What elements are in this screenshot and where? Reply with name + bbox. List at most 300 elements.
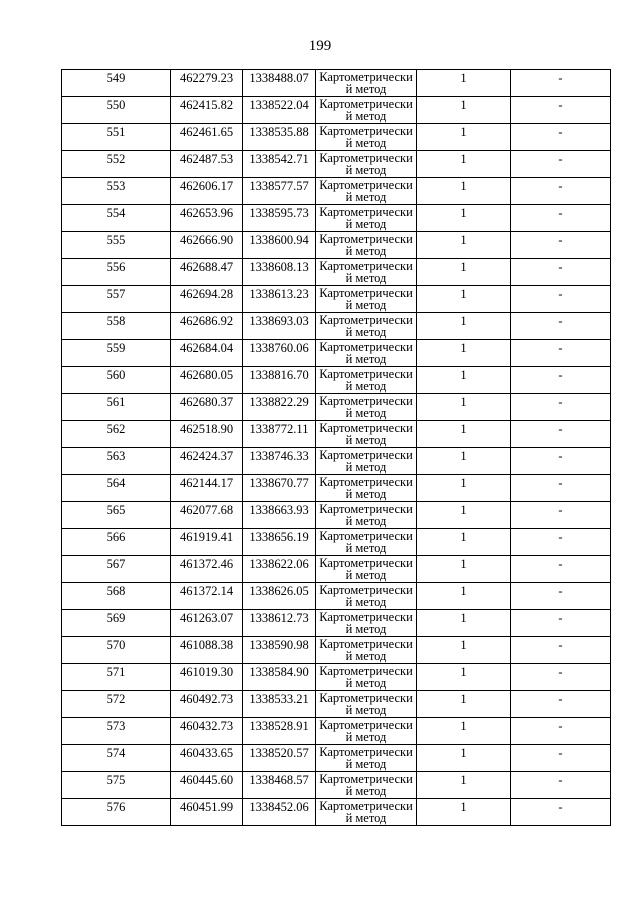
point-number-cell <box>62 340 171 367</box>
point-number-cell-text: 549 <box>106 71 126 85</box>
point-number-cell-text: 550 <box>106 98 126 112</box>
method-cell-text: Картометрический метод <box>319 313 413 339</box>
y-coordinate-cell <box>243 637 316 664</box>
count-cell-text: 1 <box>460 638 467 652</box>
x-coordinate-cell-text: 462686.92 <box>179 314 234 328</box>
method-cell-text: Картометрический метод <box>319 70 413 96</box>
y-coordinate-cell-text: 1338522.04 <box>249 98 309 112</box>
x-coordinate-cell <box>171 664 243 691</box>
y-coordinate-cell-text: 1338670.77 <box>249 476 309 490</box>
y-coordinate-cell <box>243 664 316 691</box>
x-coordinate-cell <box>171 772 243 799</box>
x-coordinate-cell-text: 462518.90 <box>179 422 234 436</box>
note-cell-text: - <box>558 746 563 760</box>
x-coordinate-cell <box>171 448 243 475</box>
x-coordinate-cell-text: 462666.90 <box>179 233 234 247</box>
y-coordinate-cell <box>243 745 316 772</box>
note-cell <box>511 232 611 259</box>
point-number-cell-text: 572 <box>106 692 126 706</box>
note-cell-text: - <box>558 233 563 247</box>
count-cell-text: 1 <box>460 692 467 706</box>
note-cell-text: - <box>558 341 563 355</box>
count-cell-text: 1 <box>460 557 467 571</box>
point-number-cell <box>62 799 171 826</box>
method-cell <box>316 718 417 745</box>
y-coordinate-cell-text: 1338468.57 <box>249 773 309 787</box>
y-coordinate-cell <box>243 475 316 502</box>
count-cell-text: 1 <box>460 665 467 679</box>
y-coordinate-cell-text: 1338584.90 <box>249 665 309 679</box>
y-coordinate-cell-text: 1338822.29 <box>249 395 309 409</box>
x-coordinate-cell <box>171 583 243 610</box>
y-coordinate-cell-text: 1338816.70 <box>249 368 309 382</box>
count-cell-text: 1 <box>460 395 467 409</box>
point-number-cell <box>62 691 171 718</box>
y-coordinate-cell-text: 1338595.73 <box>249 206 309 220</box>
y-coordinate-cell-text: 1338613.23 <box>249 287 309 301</box>
point-number-cell <box>62 232 171 259</box>
method-cell <box>316 799 417 826</box>
note-cell-text: - <box>558 665 563 679</box>
table-row <box>62 556 611 583</box>
y-coordinate-cell <box>243 97 316 124</box>
method-cell <box>316 367 417 394</box>
y-coordinate-cell-text: 1338612.73 <box>249 611 309 625</box>
note-cell <box>511 610 611 637</box>
x-coordinate-cell <box>171 502 243 529</box>
method-cell <box>316 610 417 637</box>
point-number-cell <box>62 637 171 664</box>
x-coordinate-cell <box>171 340 243 367</box>
count-cell-text: 1 <box>460 773 467 787</box>
count-cell-text: 1 <box>460 233 467 247</box>
count-cell-text: 1 <box>460 206 467 220</box>
count-cell-text: 1 <box>460 179 467 193</box>
coordinates-table-body <box>62 70 611 826</box>
count-cell <box>417 259 511 286</box>
method-cell <box>316 286 417 313</box>
count-cell-text: 1 <box>460 125 467 139</box>
x-coordinate-cell <box>171 556 243 583</box>
method-cell-text: Картометрический метод <box>319 421 413 447</box>
table-row <box>62 745 611 772</box>
note-cell-text: - <box>558 503 563 517</box>
x-coordinate-cell-text: 461088.38 <box>179 638 234 652</box>
method-cell-text: Картометрический метод <box>319 664 413 690</box>
count-cell <box>417 70 511 97</box>
note-cell <box>511 97 611 124</box>
count-cell-text: 1 <box>460 368 467 382</box>
count-cell-text: 1 <box>460 314 467 328</box>
count-cell-text: 1 <box>460 530 467 544</box>
method-cell <box>316 70 417 97</box>
x-coordinate-cell <box>171 799 243 826</box>
y-coordinate-cell-text: 1338488.07 <box>249 71 309 85</box>
x-coordinate-cell <box>171 178 243 205</box>
point-number-cell <box>62 475 171 502</box>
count-cell-text: 1 <box>460 341 467 355</box>
y-coordinate-cell-text: 1338663.93 <box>249 503 309 517</box>
note-cell-text: - <box>558 260 563 274</box>
count-cell <box>417 205 511 232</box>
note-cell <box>511 799 611 826</box>
count-cell-text: 1 <box>460 611 467 625</box>
x-coordinate-cell-text: 462653.96 <box>179 206 234 220</box>
y-coordinate-cell <box>243 556 316 583</box>
table-row <box>62 97 611 124</box>
x-coordinate-cell <box>171 205 243 232</box>
point-number-cell <box>62 367 171 394</box>
count-cell <box>417 691 511 718</box>
method-cell-text: Картометрический метод <box>319 178 413 204</box>
table-row <box>62 367 611 394</box>
count-cell <box>417 97 511 124</box>
y-coordinate-cell-text: 1338622.06 <box>249 557 309 571</box>
note-cell-text: - <box>558 557 563 571</box>
method-cell <box>316 583 417 610</box>
table-row <box>62 340 611 367</box>
method-cell <box>316 97 417 124</box>
point-number-cell <box>62 556 171 583</box>
method-cell <box>316 178 417 205</box>
method-cell-text: Картометрический метод <box>319 394 413 420</box>
y-coordinate-cell-text: 1338577.57 <box>249 179 309 193</box>
method-cell <box>316 340 417 367</box>
table-row <box>62 286 611 313</box>
x-coordinate-cell-text: 461372.14 <box>179 584 234 598</box>
point-number-cell <box>62 70 171 97</box>
y-coordinate-cell <box>243 151 316 178</box>
point-number-cell-text: 562 <box>106 422 126 436</box>
x-coordinate-cell <box>171 70 243 97</box>
method-cell <box>316 394 417 421</box>
point-number-cell <box>62 124 171 151</box>
point-number-cell <box>62 259 171 286</box>
table-row <box>62 799 611 826</box>
method-cell-text: Картометрический метод <box>319 610 413 636</box>
method-cell-text: Картометрический метод <box>319 502 413 528</box>
x-coordinate-cell-text: 462487.53 <box>179 152 234 166</box>
y-coordinate-cell <box>243 529 316 556</box>
y-coordinate-cell-text: 1338520.57 <box>249 746 309 760</box>
count-cell-text: 1 <box>460 287 467 301</box>
count-cell-text: 1 <box>460 449 467 463</box>
note-cell-text: - <box>558 638 563 652</box>
y-coordinate-cell <box>243 286 316 313</box>
method-cell-text: Картометрический метод <box>319 205 413 231</box>
y-coordinate-cell <box>243 610 316 637</box>
method-cell-text: Картометрический метод <box>319 772 413 798</box>
y-coordinate-cell <box>243 772 316 799</box>
y-coordinate-cell <box>243 448 316 475</box>
x-coordinate-cell-text: 462279.23 <box>179 71 234 85</box>
point-number-cell-text: 554 <box>106 206 126 220</box>
method-cell-text: Картометрический метод <box>319 232 413 258</box>
x-coordinate-cell-text: 462680.37 <box>179 395 234 409</box>
point-number-cell-text: 564 <box>106 476 126 490</box>
y-coordinate-cell <box>243 394 316 421</box>
y-coordinate-cell <box>243 178 316 205</box>
note-cell <box>511 259 611 286</box>
count-cell <box>417 394 511 421</box>
note-cell <box>511 529 611 556</box>
method-cell <box>316 151 417 178</box>
table-row <box>62 772 611 799</box>
count-cell <box>417 178 511 205</box>
note-cell <box>511 286 611 313</box>
x-coordinate-cell <box>171 394 243 421</box>
note-cell <box>511 556 611 583</box>
count-cell <box>417 610 511 637</box>
point-number-cell-text: 575 <box>106 773 126 787</box>
page-number: 199 <box>308 38 332 54</box>
point-number-cell <box>62 151 171 178</box>
note-cell-text: - <box>558 71 563 85</box>
count-cell <box>417 799 511 826</box>
method-cell-text: Картометрический метод <box>319 745 413 771</box>
count-cell-text: 1 <box>460 503 467 517</box>
count-cell <box>417 151 511 178</box>
point-number-cell <box>62 421 171 448</box>
count-cell <box>417 718 511 745</box>
table-row <box>62 529 611 556</box>
point-number-cell <box>62 583 171 610</box>
point-number-cell-text: 567 <box>106 557 126 571</box>
method-cell <box>316 745 417 772</box>
point-number-cell-text: 552 <box>106 152 126 166</box>
point-number-cell <box>62 205 171 232</box>
count-cell-text: 1 <box>460 800 467 814</box>
table-row <box>62 259 611 286</box>
table-row <box>62 421 611 448</box>
note-cell-text: - <box>558 125 563 139</box>
x-coordinate-cell <box>171 151 243 178</box>
method-cell <box>316 691 417 718</box>
x-coordinate-cell <box>171 637 243 664</box>
note-cell <box>511 745 611 772</box>
y-coordinate-cell-text: 1338608.13 <box>249 260 309 274</box>
point-number-cell-text: 559 <box>106 341 126 355</box>
note-cell-text: - <box>558 800 563 814</box>
method-cell-text: Картометрический метод <box>319 799 413 825</box>
x-coordinate-cell <box>171 718 243 745</box>
count-cell <box>417 745 511 772</box>
note-cell <box>511 772 611 799</box>
method-cell-text: Картометрический метод <box>319 691 413 717</box>
note-cell <box>511 178 611 205</box>
method-cell-text: Картометрический метод <box>319 97 413 123</box>
method-cell-text: Картометрический метод <box>319 529 413 555</box>
point-number-cell-text: 566 <box>106 530 126 544</box>
point-number-cell-text: 576 <box>106 800 126 814</box>
y-coordinate-cell-text: 1338656.19 <box>249 530 309 544</box>
method-cell <box>316 637 417 664</box>
point-number-cell-text: 558 <box>106 314 126 328</box>
note-cell <box>511 394 611 421</box>
method-cell-text: Картометрический метод <box>319 448 413 474</box>
point-number-cell-text: 565 <box>106 503 126 517</box>
y-coordinate-cell <box>243 367 316 394</box>
method-cell-text: Картометрический метод <box>319 259 413 285</box>
note-cell-text: - <box>558 368 563 382</box>
y-coordinate-cell <box>243 502 316 529</box>
y-coordinate-cell-text: 1338533.21 <box>249 692 309 706</box>
note-cell <box>511 691 611 718</box>
table-row <box>62 313 611 340</box>
x-coordinate-cell-text: 460492.73 <box>179 692 234 706</box>
method-cell-text: Картометрический метод <box>319 151 413 177</box>
count-cell <box>417 772 511 799</box>
x-coordinate-cell <box>171 97 243 124</box>
method-cell-text: Картометрический метод <box>319 367 413 393</box>
count-cell <box>417 313 511 340</box>
method-cell <box>316 124 417 151</box>
note-cell-text: - <box>558 773 563 787</box>
table-row <box>62 394 611 421</box>
y-coordinate-cell <box>243 124 316 151</box>
point-number-cell-text: 555 <box>106 233 126 247</box>
method-cell <box>316 259 417 286</box>
x-coordinate-cell-text: 462684.04 <box>179 341 234 355</box>
point-number-cell <box>62 664 171 691</box>
method-cell-text: Картометрический метод <box>319 718 413 744</box>
y-coordinate-cell <box>243 313 316 340</box>
table-row <box>62 232 611 259</box>
table-row <box>62 205 611 232</box>
note-cell <box>511 475 611 502</box>
point-number-cell-text: 561 <box>106 395 126 409</box>
note-cell-text: - <box>558 152 563 166</box>
x-coordinate-cell-text: 462424.37 <box>179 449 234 463</box>
method-cell-text: Картометрический метод <box>319 583 413 609</box>
y-coordinate-cell <box>243 691 316 718</box>
point-number-cell <box>62 97 171 124</box>
table-row <box>62 124 611 151</box>
point-number-cell-text: 571 <box>106 665 126 679</box>
method-cell <box>316 448 417 475</box>
point-number-cell-text: 556 <box>106 260 126 274</box>
note-cell-text: - <box>558 179 563 193</box>
count-cell <box>417 475 511 502</box>
y-coordinate-cell-text: 1338542.71 <box>249 152 309 166</box>
table-row <box>62 583 611 610</box>
count-cell <box>417 664 511 691</box>
y-coordinate-cell <box>243 421 316 448</box>
y-coordinate-cell-text: 1338626.05 <box>249 584 309 598</box>
method-cell-text: Картометрический метод <box>319 637 413 663</box>
x-coordinate-cell-text: 460433.65 <box>179 746 234 760</box>
x-coordinate-cell-text: 462415.82 <box>179 98 234 112</box>
count-cell-text: 1 <box>460 422 467 436</box>
note-cell-text: - <box>558 206 563 220</box>
x-coordinate-cell-text: 460451.99 <box>179 800 234 814</box>
count-cell <box>417 232 511 259</box>
y-coordinate-cell <box>243 232 316 259</box>
x-coordinate-cell <box>171 286 243 313</box>
table-row <box>62 637 611 664</box>
point-number-cell-text: 569 <box>106 611 126 625</box>
point-number-cell-text: 553 <box>106 179 126 193</box>
note-cell-text: - <box>558 422 563 436</box>
point-number-cell-text: 574 <box>106 746 126 760</box>
point-number-cell <box>62 610 171 637</box>
coordinates-table <box>61 69 611 826</box>
method-cell <box>316 772 417 799</box>
table-row <box>62 664 611 691</box>
point-number-cell <box>62 313 171 340</box>
method-cell <box>316 475 417 502</box>
point-number-cell-text: 573 <box>106 719 126 733</box>
x-coordinate-cell-text: 462688.47 <box>179 260 234 274</box>
y-coordinate-cell <box>243 70 316 97</box>
note-cell-text: - <box>558 476 563 490</box>
count-cell <box>417 556 511 583</box>
x-coordinate-cell-text: 462680.05 <box>179 368 234 382</box>
x-coordinate-cell <box>171 691 243 718</box>
x-coordinate-cell <box>171 313 243 340</box>
point-number-cell <box>62 745 171 772</box>
x-coordinate-cell <box>171 745 243 772</box>
x-coordinate-cell-text: 462694.28 <box>179 287 234 301</box>
x-coordinate-cell <box>171 421 243 448</box>
y-coordinate-cell-text: 1338760.06 <box>249 341 309 355</box>
note-cell-text: - <box>558 395 563 409</box>
x-coordinate-cell <box>171 475 243 502</box>
table-row <box>62 475 611 502</box>
point-number-cell-text: 570 <box>106 638 126 652</box>
x-coordinate-cell <box>171 610 243 637</box>
note-cell-text: - <box>558 584 563 598</box>
count-cell <box>417 529 511 556</box>
count-cell <box>417 286 511 313</box>
method-cell <box>316 556 417 583</box>
table-row <box>62 610 611 637</box>
count-cell <box>417 637 511 664</box>
note-cell-text: - <box>558 449 563 463</box>
note-cell <box>511 583 611 610</box>
count-cell-text: 1 <box>460 260 467 274</box>
point-number-cell-text: 563 <box>106 449 126 463</box>
x-coordinate-cell <box>171 232 243 259</box>
method-cell <box>316 529 417 556</box>
table-row <box>62 178 611 205</box>
count-cell <box>417 367 511 394</box>
note-cell <box>511 718 611 745</box>
point-number-cell-text: 557 <box>106 287 126 301</box>
y-coordinate-cell <box>243 259 316 286</box>
count-cell <box>417 340 511 367</box>
x-coordinate-cell-text: 462077.68 <box>179 503 234 517</box>
note-cell-text: - <box>558 719 563 733</box>
table-row <box>62 70 611 97</box>
note-cell <box>511 70 611 97</box>
count-cell-text: 1 <box>460 584 467 598</box>
y-coordinate-cell <box>243 718 316 745</box>
y-coordinate-cell-text: 1338528.91 <box>249 719 309 733</box>
y-coordinate-cell-text: 1338535.88 <box>249 125 309 139</box>
point-number-cell <box>62 448 171 475</box>
x-coordinate-cell-text: 461919.41 <box>179 530 234 544</box>
y-coordinate-cell <box>243 799 316 826</box>
y-coordinate-cell-text: 1338452.06 <box>249 800 309 814</box>
count-cell <box>417 502 511 529</box>
note-cell <box>511 502 611 529</box>
method-cell-text: Картометрический метод <box>319 124 413 150</box>
note-cell-text: - <box>558 98 563 112</box>
method-cell <box>316 232 417 259</box>
table-row <box>62 448 611 475</box>
table-row <box>62 151 611 178</box>
